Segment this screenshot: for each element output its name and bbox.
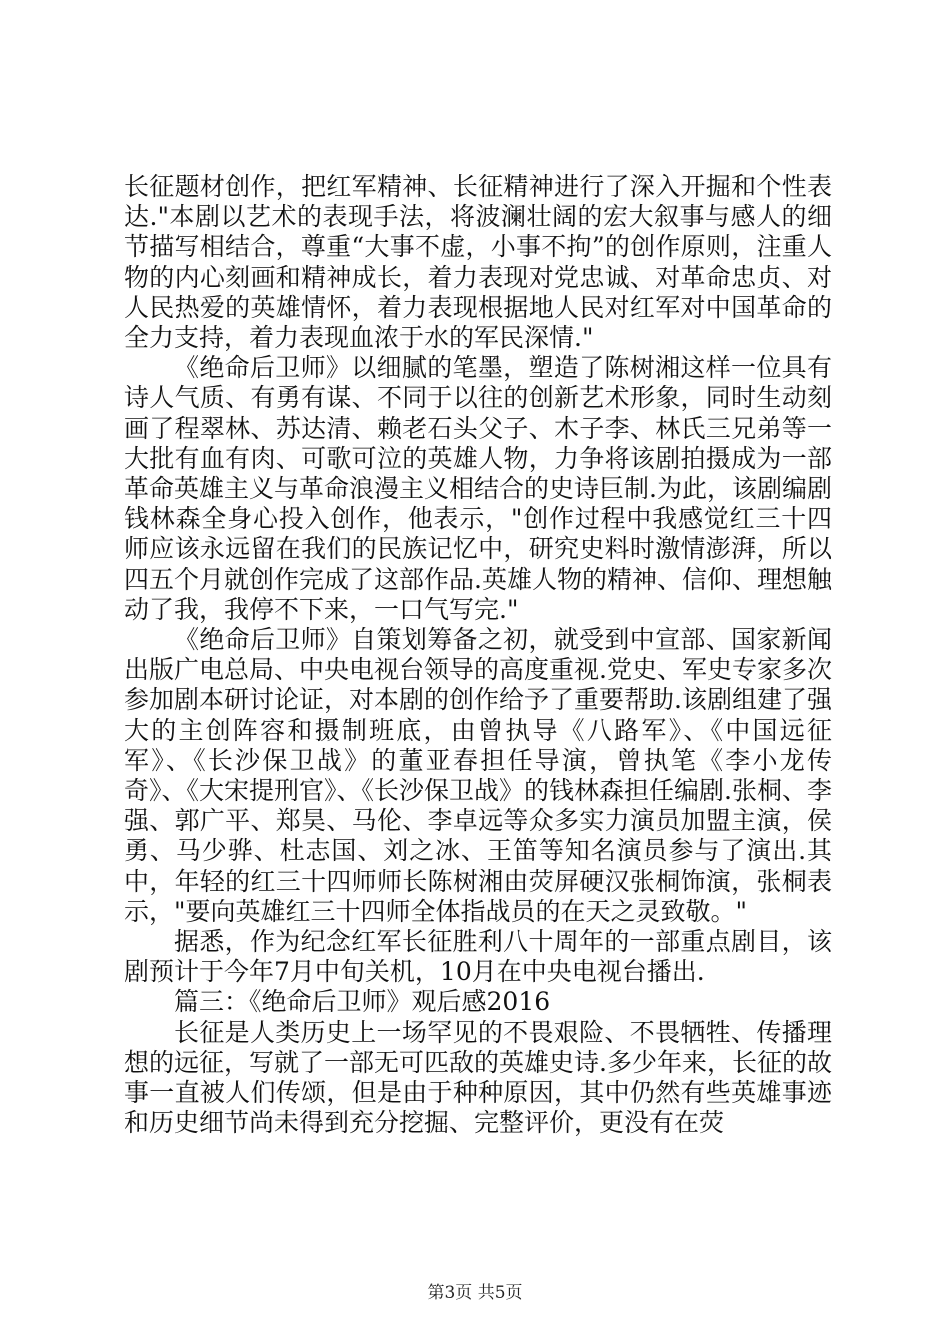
document-body — [124, 172, 832, 1139]
paragraph-2: 《绝命后卫师》以细腻的笔墨，塑造了陈树湘这样一位具有诗人气质、有勇有谋、不同于以往的创新艺术形象，同时生动刻画了程翠林、苏达清、赖老石头父子、木子李、林氏三兄弟等一大批有血有肉、可歌可泣的英雄人物，力争将该剧拍摄成为一部革命英雄主义与革命浪漫主义相结合的史诗巨制.为此，该剧编剧钱林森全身心投入创作，他表示，"创作过程中我感觉红三十四师应该永远留在我们的民族记忆中，研究史料时激情澎湃，所以四五个月就创作完成了这部作品.英雄人物的精神、信仰、理想触动了我，我停不下来，一口气写完." — [124, 353, 832, 624]
page-footer: 第3页 共5页 — [427, 1283, 523, 1303]
paragraph-3: 《绝命后卫师》自策划筹备之初，就受到中宣部、国家新闻出版广电总局、中央电视台领导的高度重视.党史、军史专家多次参加剧本研讨论证，对本剧的创作给予了重要帮助.该剧组建了强大的主创阵容和摄制班底，由曾执导《八路军》、《中国远征军》、《长沙保卫战》的董亚春担任导演，曾执笔《李小龙传奇》、《大宋提刑官》、《长沙保卫战》的钱林森担任编剧.张桐、李强、郭广平、郑昊、马伦、李卓远等众多实力演员加盟主演，侯勇、马少骅、杜志国、刘之冰、王笛等知名演员参与了演出.其中，年轻的红三十四师师长陈树湘由荧屏硬汉张桐饰演，张桐表示，"要向英雄红三十四师全体指战员的在天之灵致敬。" — [124, 625, 832, 926]
paragraph-1: 长征题材创作，把红军精神、长征精神进行了深入开掘和个性表达."本剧以艺术的表现手法，将波澜壮阔的宏大叙事与感人的细节描写相结合，尊重“大事不虚，小事不拘”的创作原则，注重人物的内心刻画和精神成长，着力表现对党忠诚、对革命忠贞、对人民热爱的英雄情怀，着力表现根据地人民对红军对中国革命的全力支持，着力表现血浓于水的军民深情." — [124, 172, 832, 353]
paragraph-5: 长征是人类历史上一场罕见的不畏艰险、不畏牺牲、传播理想的远征，写就了一部无可匹敌的英雄史诗.多少年来，长征的故事一直被人们传颂，但是由于种种原因，其中仍然有些英雄事迹和历史细节尚未得到充分挖掘、完整评价，更没有在荧 — [124, 1017, 832, 1138]
paragraph-4: 据悉，作为纪念红军长征胜利八十周年的一部重点剧目，该剧预计于今年7月中旬关机，10月在中央电视台播出. — [124, 927, 832, 987]
section-heading: 篇三：《绝命后卫师》观后感2016 — [174, 987, 551, 1017]
